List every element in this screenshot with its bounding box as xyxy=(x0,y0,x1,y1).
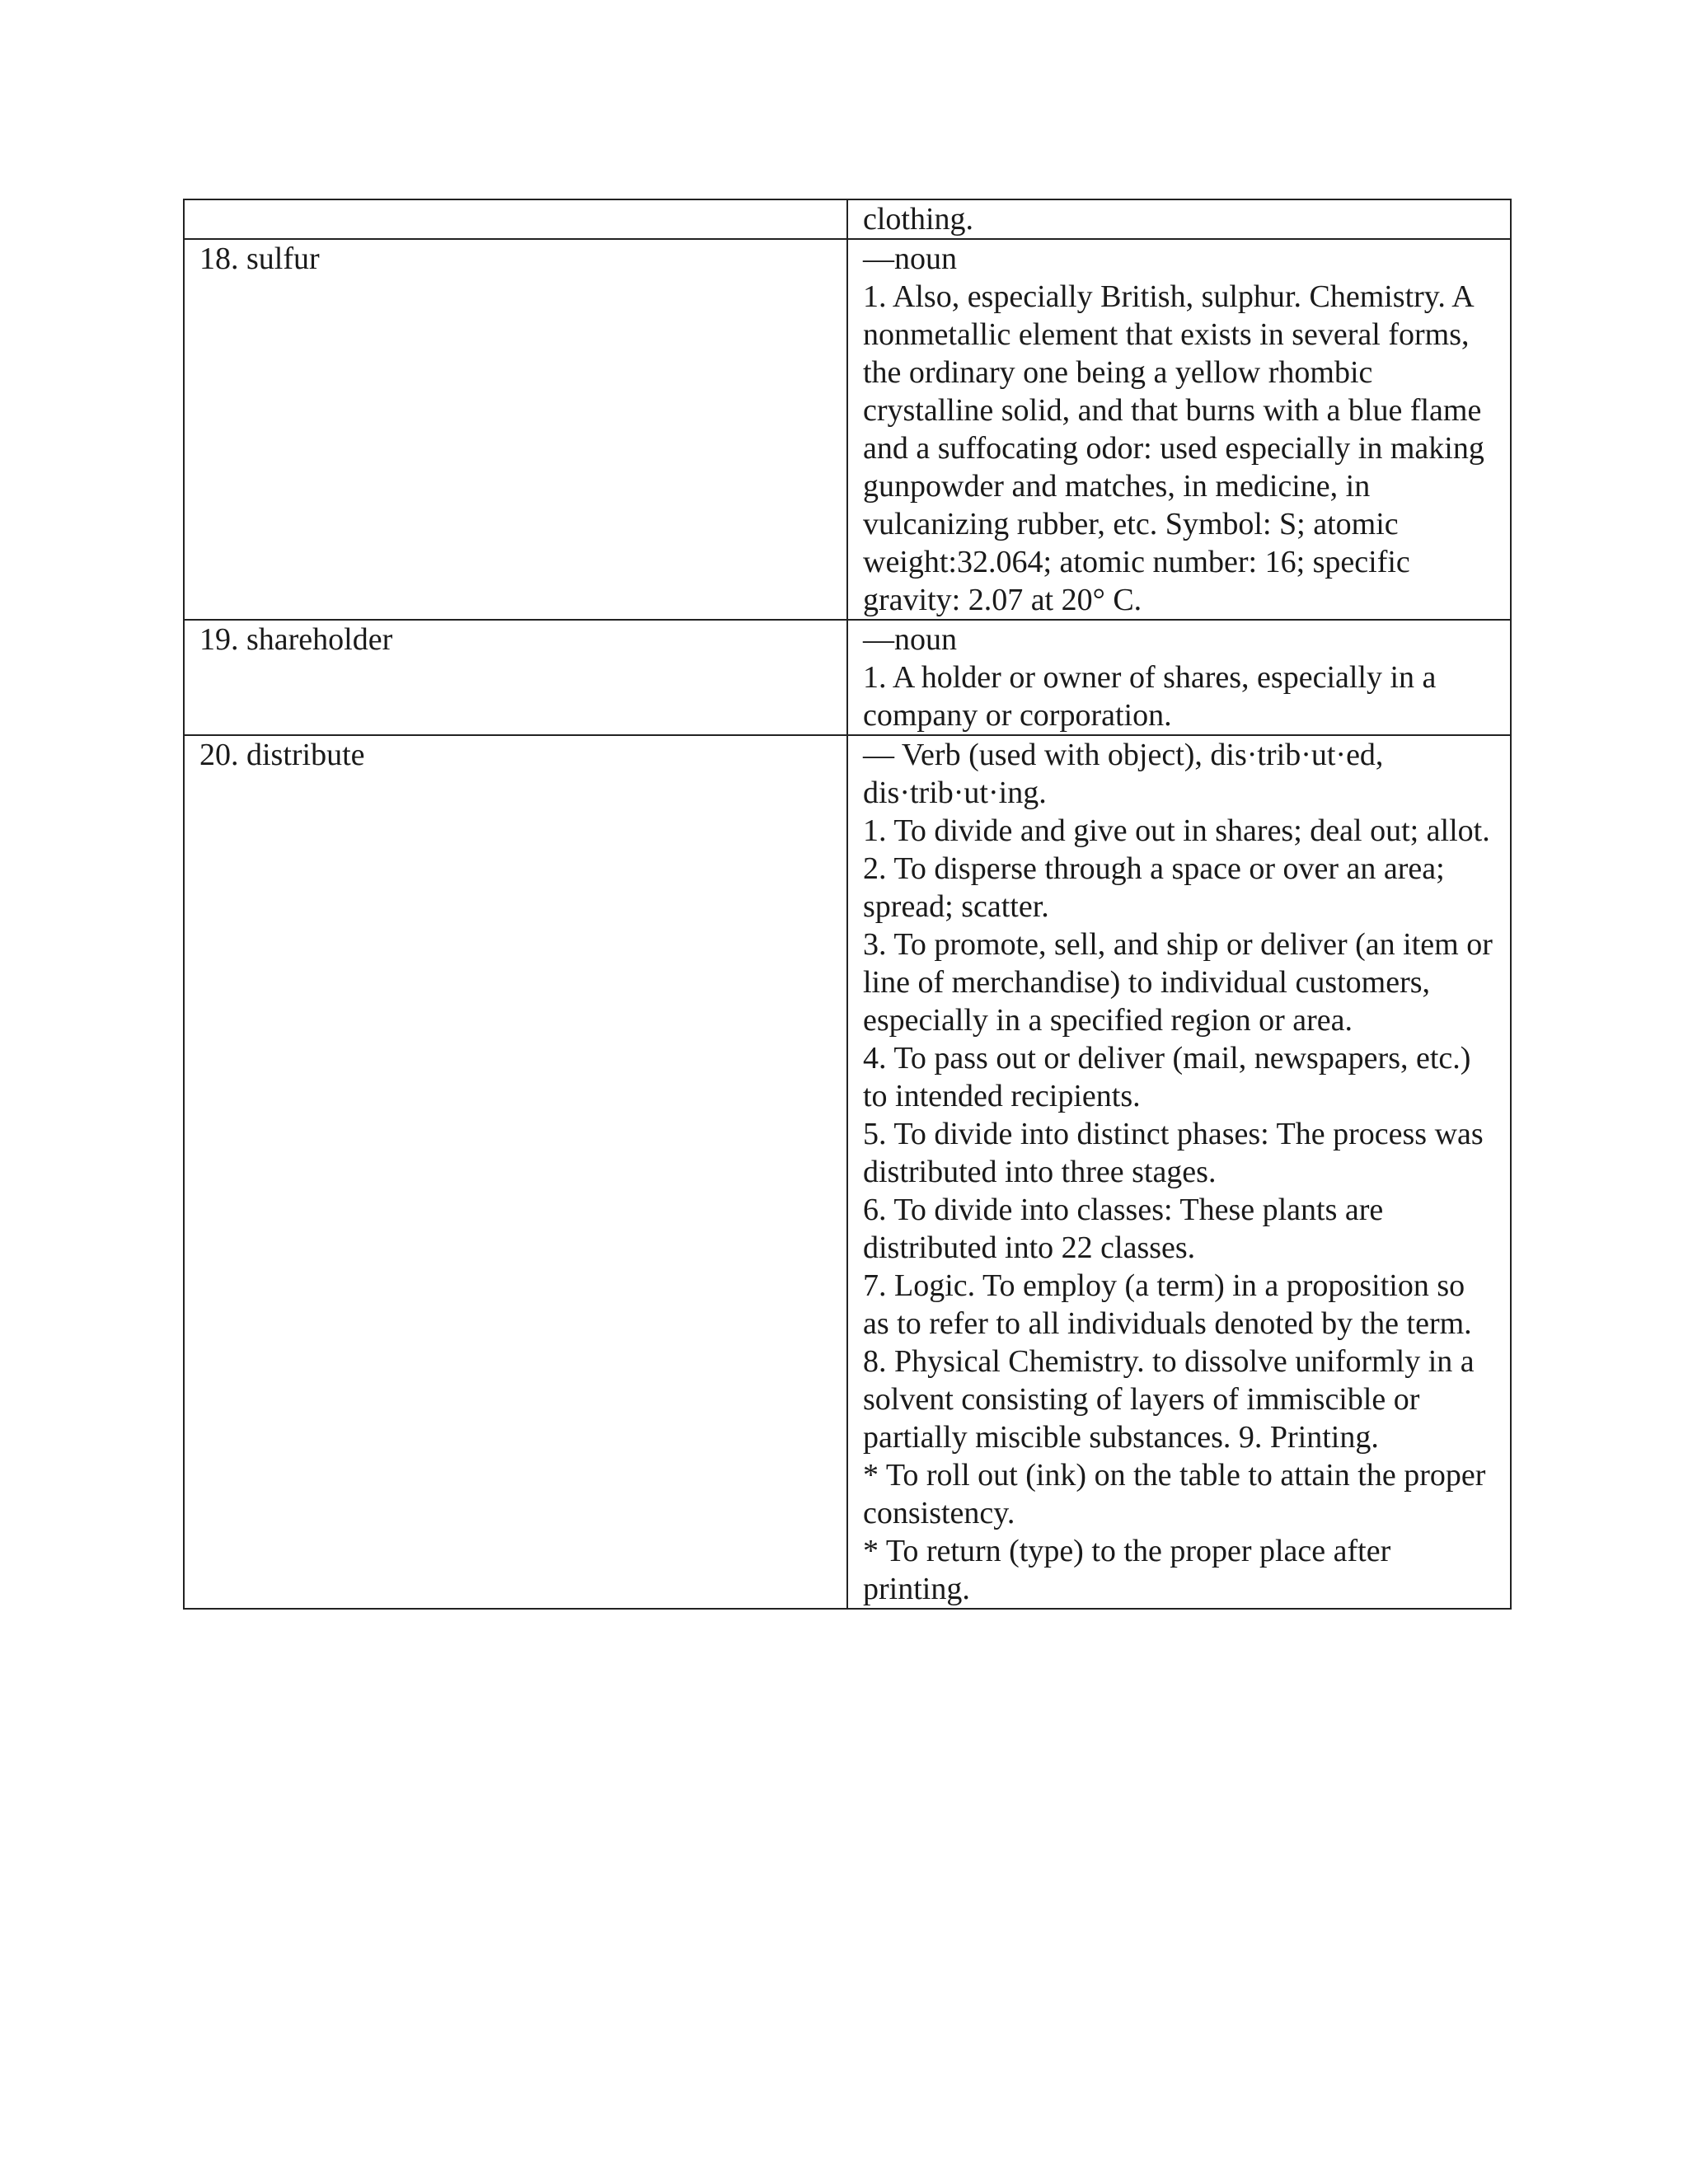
definition-line: 1. To divide and give out in shares; deal out; allot. xyxy=(863,813,1490,848)
definition-line: * To roll out (ink) on the table to attain the proper consistency. xyxy=(863,1458,1486,1530)
term-label: 20. distribute xyxy=(199,738,365,772)
definition-line: 2. To disperse through a space or over an area; spread; scatter. xyxy=(863,851,1445,924)
definition-line: 5. To divide into distinct phases: The process was distributed into three stages. xyxy=(863,1117,1484,1189)
glossary-table-body xyxy=(184,199,1511,1609)
definition-cell xyxy=(847,239,1511,620)
definition-cell xyxy=(847,620,1511,735)
definition-line: — Verb (used with object), dis·trib·ut·ed, dis·trib·ut·ing. xyxy=(863,738,1384,810)
definition-line: 1. Also, especially British, sulphur. Chemistry. A nonmetallic element that exists in several forms, the ordinary one being a yellow rhombic crystalline solid, and that burns with a blue flame and a suffocating odor: used especially in making gunpowder and matches, in medicine, in vulcanizing rubber, etc. Symbol: S; atomic weight:32.064; atomic number: 16; specific gravity: 2.07 at 20° C. xyxy=(863,279,1484,617)
definition-line: 6. To divide into classes: These plants are distributed into 22 classes. xyxy=(863,1193,1384,1265)
table-row xyxy=(184,199,1511,239)
definition-line: —noun xyxy=(863,622,957,657)
term-cell xyxy=(184,199,847,239)
definition-cell xyxy=(847,735,1511,1609)
definition-line: 3. To promote, sell, and ship or deliver (an item or line of merchandise) to individual customers, especially in a specified region or area. xyxy=(863,927,1493,1038)
definition-line: 8. Physical Chemistry. to dissolve uniformly in a solvent consisting of layers of immiscible or partially miscible substances. 9. Printing. xyxy=(863,1344,1475,1455)
term-cell xyxy=(184,735,847,1609)
term-label: 18. sulfur xyxy=(199,241,320,276)
term-cell xyxy=(184,620,847,735)
definition-line: * To return (type) to the proper place after printing. xyxy=(863,1534,1391,1606)
term-label: 19. shareholder xyxy=(199,622,393,657)
definition-line: 4. To pass out or deliver (mail, newspapers, etc.) to intended recipients. xyxy=(863,1041,1471,1113)
definition-line: —noun xyxy=(863,241,957,276)
table-row xyxy=(184,239,1511,620)
definition-line: clothing. xyxy=(863,202,974,237)
table-row xyxy=(184,620,1511,735)
definition-line: 7. Logic. To employ (a term) in a proposition so as to refer to all individuals denoted by the term. xyxy=(863,1268,1472,1341)
term-cell xyxy=(184,239,847,620)
table-row xyxy=(184,735,1511,1609)
glossary-table xyxy=(183,199,1512,1610)
definition-cell xyxy=(847,199,1511,239)
definition-line: 1. A holder or owner of shares, especially in a company or corporation. xyxy=(863,660,1437,733)
